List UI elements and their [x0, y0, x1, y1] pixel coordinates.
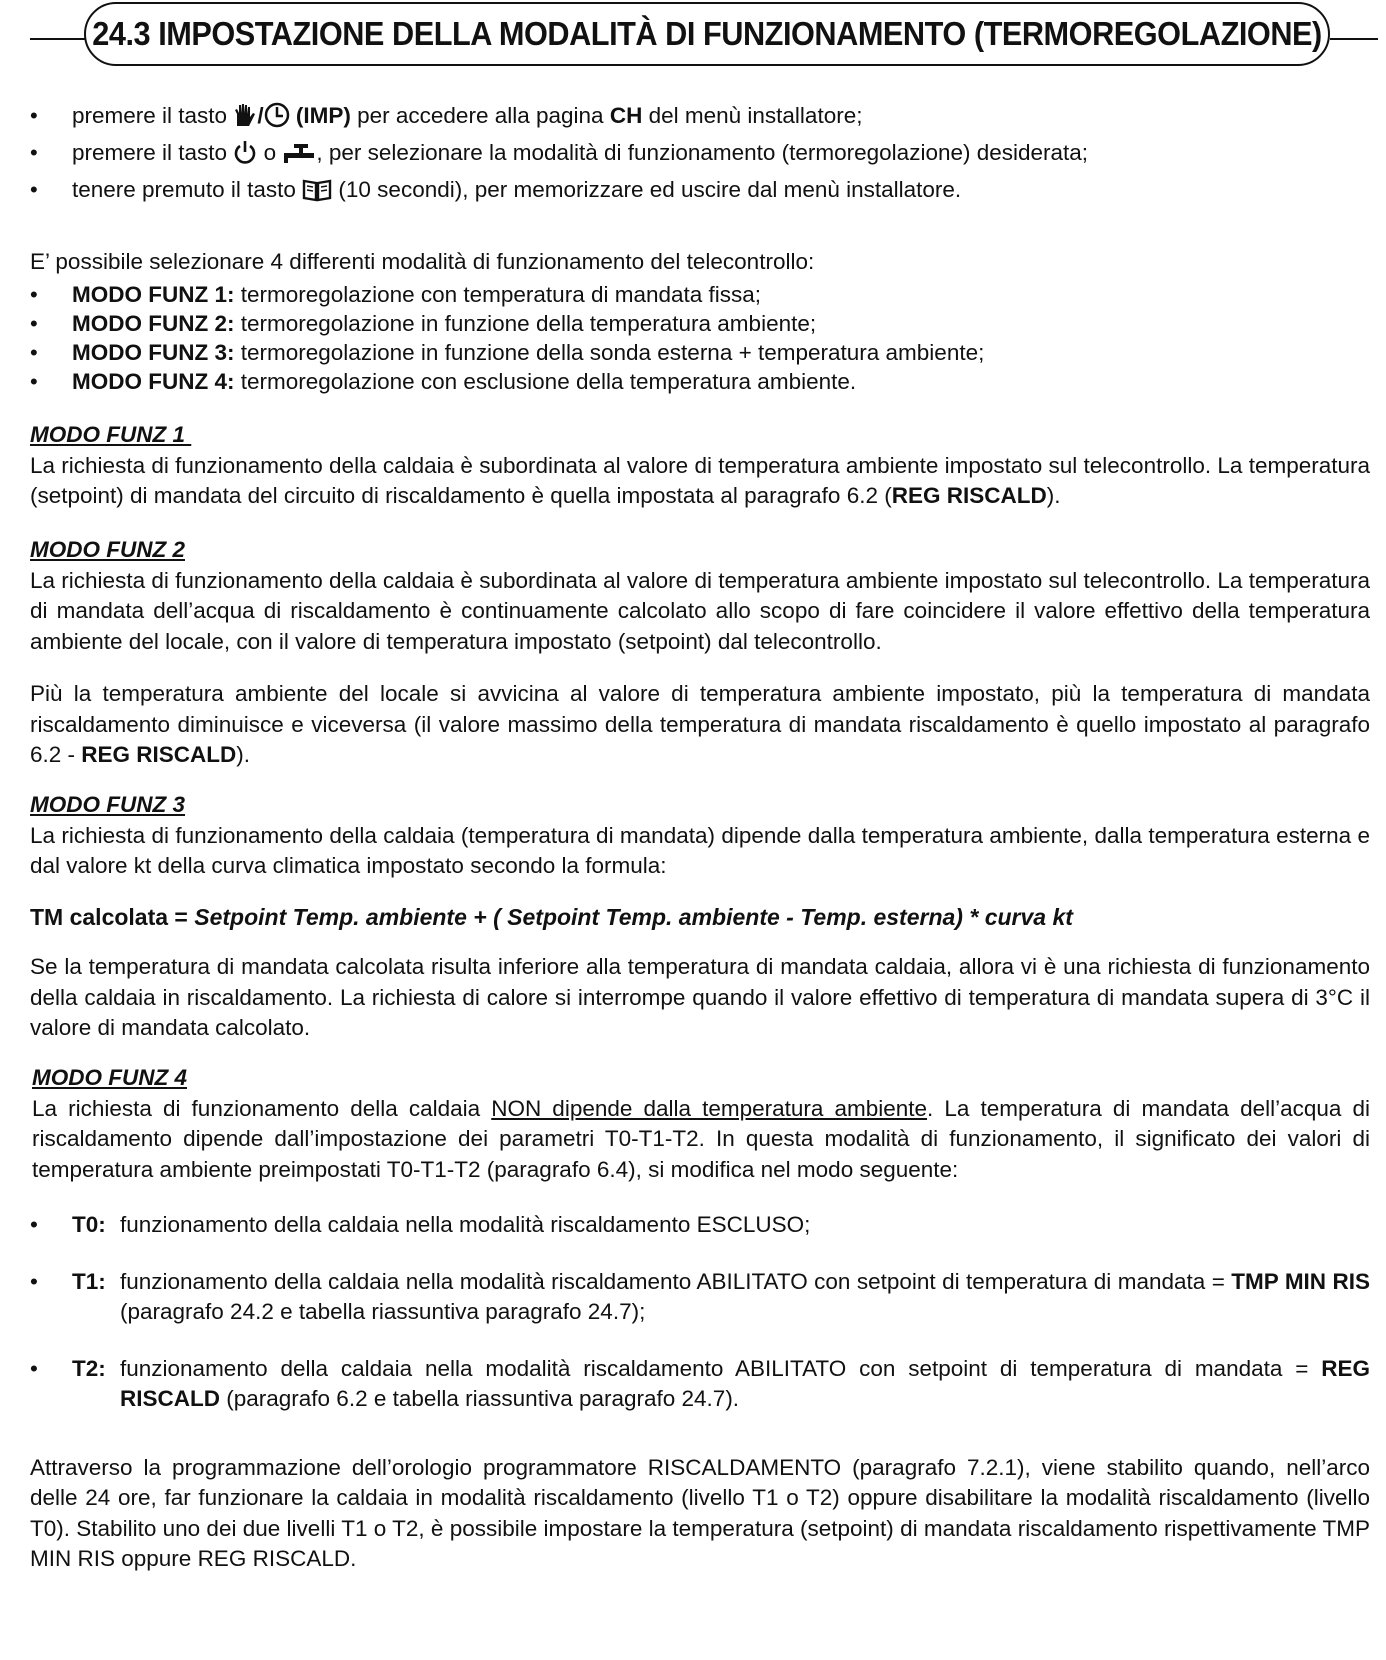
section-title-box: [84, 2, 1330, 66]
section-modo-funz-2: [30, 535, 1370, 771]
section-heading: MODO FUNZ 1: [30, 422, 192, 447]
tm-formula: TM calcolata = Setpoint Temp. ambiente + ( Setpoint Temp. ambiente - Temp. esterna) * curva kt: [30, 903, 1073, 930]
section-paragraph: La richiesta di funzionamento della caldaia NON dipende dalla temperatura ambiente. La temperatura di mandata dell’acqua di riscaldamento dipende dall’impostazione dei parametri T0-T1-T2. In questa modalità di funzionamento, il significato dei valori di temperatura ambiente preimpostati T0-T1-T2 (paragrafo 6.4), si modifica nel modo seguente:: [32, 1095, 1370, 1182]
ch-page-label: CH: [609, 103, 643, 128]
section-modo-funz-4: [32, 1063, 1370, 1185]
section-modo-funz-1: [30, 420, 1370, 512]
hand-icon: [233, 102, 257, 137]
section-title: 24.3 IMPOSTAZIONE DELLA MODALITÀ DI FUNZIONAMENTO (TERMOREGOLAZIONE): [92, 15, 1322, 52]
bullet: •: [30, 103, 38, 128]
section-modo-funz-3: [30, 790, 1370, 1044]
level-list: [30, 1210, 1370, 1415]
instruction-item: • premere il tasto / (IMP) per accedere alla pagina CH del menù installatore;: [30, 100, 1370, 137]
section-paragraph: La richiesta di funzionamento della caldaia è subordinata al valore di temperatura ambiente impostato sul telecontrollo. La temperatura (setpoint) di mandata del circuito di riscaldamento è quella impostata al paragrafo 6.2 (REG RISCALD).: [30, 452, 1370, 508]
mode-item: • MODO FUNZ 3: termoregolazione in funzione della sonda esterna + temperatura ambiente;: [30, 340, 985, 365]
closing-paragraph: Attraverso la programmazione dell’orologio programmatore RISCALDAMENTO (paragrafo 7.2.1), viene stabilito quando, nell’arco delle 24 ore, far funzionare la caldaia in modalità riscaldamento (livello T1 o T2) oppure disabilitare la modalità riscaldamento (livello T0). Stabilito uno dei due livelli T1 o T2, è possibile impostare la temperatura (setpoint) di mandata riscaldamento rispettivamente TMP MIN RIS oppure REG RISCALD.: [30, 1454, 1370, 1571]
instruction-item: • premere il tasto o , per selezionare la modalità di funzionamento (termoregolazione) desiderata;: [30, 137, 1370, 174]
mode-item: • MODO FUNZ 1: termoregolazione con temperatura di mandata fissa;: [30, 282, 762, 307]
imp-key-label: (IMP): [295, 103, 351, 128]
clock-icon: [264, 102, 290, 137]
section-paragraph: Più la temperatura ambiente del locale si avvicina al valore di temperatura ambiente impostato, più la temperatura di mandata riscaldamento diminuisce e viceversa (il valore massimo della temperatura di mandata riscaldamento è quello impostato al paragrafo 6.2 - REG RISCALD).: [30, 681, 1370, 767]
bullet: •: [30, 140, 38, 165]
section-paragraph: La richiesta di funzionamento della caldaia (temperatura di mandata) dipende dalla temperatura ambiente, dalla temperatura esterna e dal valore kt della curva climatica impostato secondo la formula:: [30, 822, 1370, 878]
mode-item: • MODO FUNZ 2: termoregolazione in funzione della temperatura ambiente;: [30, 311, 817, 336]
section-heading: MODO FUNZ 2: [30, 537, 185, 562]
title-rule-left: [30, 38, 85, 40]
mode-item: • MODO FUNZ 4: termoregolazione con esclusione della temperatura ambiente.: [30, 369, 857, 394]
tap-icon: [282, 141, 316, 174]
level-item-t0: • T0: funzionamento della caldaia nella modalità riscaldamento ESCLUSO;: [30, 1212, 811, 1237]
section-paragraph: La richiesta di funzionamento della caldaia è subordinata al valore di temperatura ambiente impostato sul telecontrollo. La temperatura di mandata dell’acqua di riscaldamento è continuamente calcolato allo scopo di fare coincidere il valore effettivo della temperatura ambiente del locale, con il valore di temperatura impostato (setpoint) dal telecontrollo.: [30, 567, 1370, 654]
level-item-t2: • T2: funzionamento della caldaia nella modalità riscaldamento ABILITATO con setpoint di temperatura di mandata = REG RISCALD (paragrafo 6.2 e tabella riassuntiva paragrafo 24.7).: [30, 1355, 1370, 1411]
level-item-t1: • T1: funzionamento della caldaia nella modalità riscaldamento ABILITATO con setpoint di temperatura di mandata = TMP MIN RIS (paragrafo 24.2 e tabella riassuntiva paragrafo 24.7);: [30, 1268, 1370, 1324]
instruction-text: premere il tasto: [72, 103, 228, 128]
modes-list: [30, 280, 1370, 396]
title-rule-right: [1330, 38, 1378, 40]
section-heading: MODO FUNZ 4: [32, 1065, 187, 1090]
intro-instructions: [30, 100, 1370, 211]
section-heading: MODO FUNZ 3: [30, 792, 185, 817]
instruction-item: • tenere premuto il tasto (10 secondi), per memorizzare ed uscire dal menù installatore.: [30, 174, 1370, 211]
section-paragraph: Se la temperatura di mandata calcolata risulta inferiore alla temperatura di mandata caldaia, allora vi è una richiesta di funzionamento della caldaia in riscaldamento. La richiesta di calore si interrompe quando il valore effettivo di temperatura di mandata supera di 3°C il valore di mandata calcolato.: [30, 954, 1370, 1040]
bullet: •: [30, 177, 38, 202]
possible-modes-intro: E’ possibile selezionare 4 differenti modalità di funzionamento del telecontrollo:: [30, 248, 815, 274]
book-icon: [302, 178, 332, 211]
power-icon: [233, 139, 257, 174]
